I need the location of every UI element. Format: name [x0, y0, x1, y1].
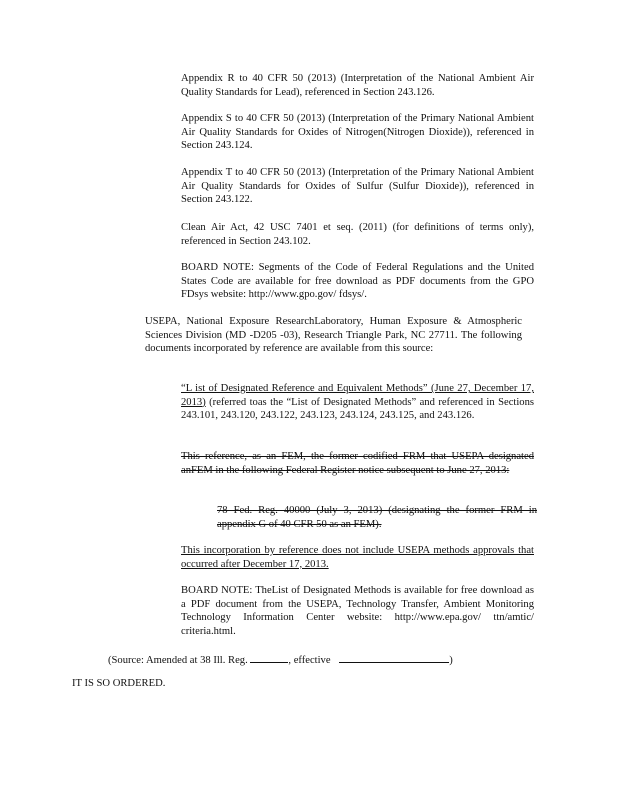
- source-effective: , effective: [288, 655, 331, 666]
- struck-fem-paragraph: This reference, as an FEM, the former codified FRM that USEPA designated anFEM in the following Federal Register notice subsequent to June 27, 2013:: [181, 451, 534, 476]
- appendix-t-paragraph: Appendix T to 40 CFR 50 (2013) (Interpretation of the Primary National Ambient Air Quality Standards for Oxides of Sulfur (Sulfur Dioxide)), referenced in Section 243.122.: [181, 167, 534, 206]
- clean-air-act-paragraph: Clean Air Act, 42 USC 7401 et seq. (2011) (for definitions of terms only), referenced in Section 243.102.: [181, 222, 534, 247]
- appendix-r-paragraph: Appendix R to 40 CFR 50 (2013) (Interpretation of the National Ambient Air Quality Standards for Lead), referenced in Section 243.126.: [181, 73, 534, 98]
- reg-page-blank: [250, 651, 288, 663]
- list-designated-title-underlined: “L ist of Designated Reference and Equivalent Methods” (June 27, December 17, 2013): [181, 383, 534, 408]
- effective-date-blank: [339, 651, 449, 663]
- incorporation-note-paragraph: This incorporation by reference does not include USEPA methods approvals that occurred after December 17, 2013.: [181, 545, 534, 570]
- board-note-list: BOARD NOTE: TheList of Designated Methods is available for free download as a PDF document from the USEPA, Technology Transfer, Ambient Monitoring Technology Information Center website: http://www.epa.gov/ ttn/amtic/ criteria.html.: [181, 585, 534, 637]
- closing-order: IT IS SO ORDERED.: [72, 678, 166, 689]
- struck-fed-reg-paragraph: 78 Fed. Reg. 40000 (July 3, 2013) (designating the former FRM in appendix G of 40 CFR 50 as an FEM).: [217, 505, 537, 530]
- usepa-source-paragraph: USEPA, National Exposure ResearchLaboratory, Human Exposure & Atmospheric Sciences Division (MD -D205 -03), Research Triangle Park, NC 27711. The following documents incorporated by reference are available from this source:: [145, 316, 522, 355]
- list-designated-rest: (referred toas the “List of Designated Methods” and referenced in Sections 243.101, 243.120, 243.122, 243.123, 243.124, 243.125, and 243.126.: [181, 396, 534, 422]
- source-line: [108, 651, 508, 668]
- source-suffix: ): [449, 655, 453, 666]
- board-note-cfr: BOARD NOTE: Segments of the Code of Federal Regulations and the United States Code are available for free download as PDF documents from the GPO FDsys website: http://www.gpo.gov/ fdsys/.: [181, 262, 534, 301]
- appendix-s-paragraph: Appendix S to 40 CFR 50 (2013) (Interpretation of the Primary National Ambient Air Quality Standards for Oxides of Nitrogen(Nitrogen Dioxide)), referenced in Section 243.124.: [181, 113, 534, 152]
- list-designated-methods-paragraph: [181, 382, 534, 423]
- source-prefix: (Source: Amended at 38 Ill. Reg.: [108, 655, 248, 666]
